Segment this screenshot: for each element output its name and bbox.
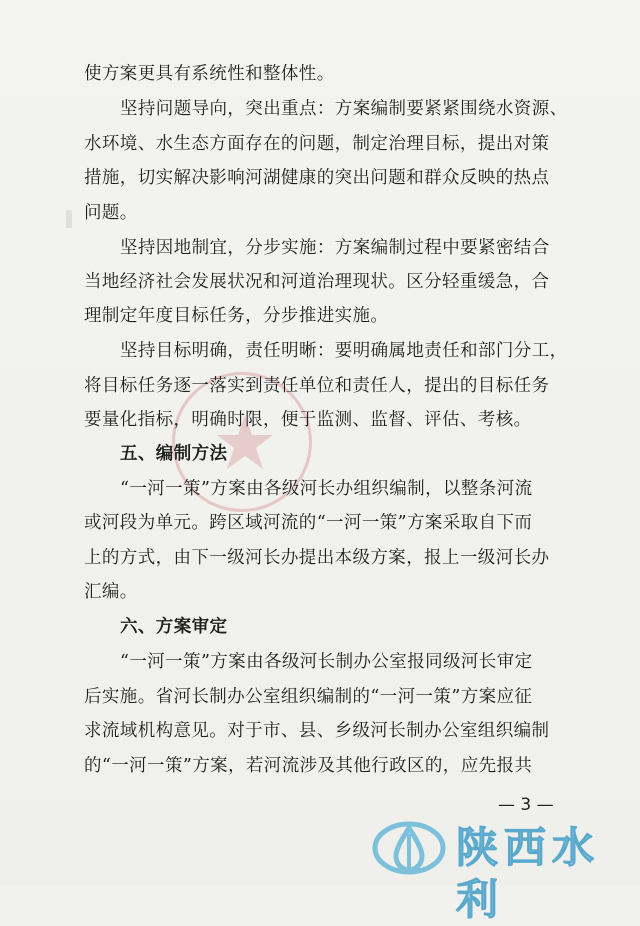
text-line: 坚持目标明确，责任明晰：要明确属地责任和部门分工， [120,341,568,361]
watermark [372,818,640,924]
text-line: 当地经济社会发展状况和河道治理现状。区分轻重缓急，合 [84,272,550,292]
page-number: — 3 — [498,795,554,815]
text-line: 要量化指标，明确时限，便于监测、监督、评估、考核。 [84,410,532,430]
text-line: 后实施。省河长制办公室组织编制的“一河一策”方案应征 [84,687,533,707]
text-line: 理制定年度目标任务，分步推进实施。 [84,306,389,326]
text-line: 水环境、水生态方面存在的问题，制定治理目标，提出对策 [84,134,550,154]
text-line: “一河一策”方案由各级河长办组织编制，以整条河流 [120,479,533,499]
text-line: 汇编。 [84,582,138,602]
section-heading: 六、方案审定 [120,617,228,637]
water-drop-logo-icon [372,820,446,876]
section-heading: 五、编制方法 [120,444,228,464]
text-line: 使方案更具有系统性和整体性。 [84,64,335,84]
text-line: “一河一策”方案由各级河长制办公室报同级河长审定 [120,652,533,672]
text-line: 上的方式，由下一级河长办提出本级方案，报上一级河长办 [84,548,550,568]
text-line: 的“一河一策”方案，若河流涉及其他行政区的，应先报共 [84,756,533,776]
text-line: 措施，切实解决影响河湖健康的突出问题和群众反映的热点 [84,168,550,188]
watermark-text: 陕西水利 [456,823,601,924]
text-line: 坚持问题导向，突出重点：方案编制要紧紧围绕水资源、 [120,99,568,119]
text-line: 问题。 [84,203,138,223]
text-line: 坚持因地制宜，分步实施：方案编制过程中要紧密结合 [120,238,550,258]
scan-edge-mark [66,210,72,228]
text-line: 求流域机构意见。对于市、县、乡级河长制办公室组织编制 [84,721,550,741]
text-line: 或河段为单元。跨区域河流的“一河一策”方案采取自下而 [84,513,533,533]
text-line: 将目标任务逐一落实到责任单位和责任人，提出的目标任务 [84,376,550,396]
